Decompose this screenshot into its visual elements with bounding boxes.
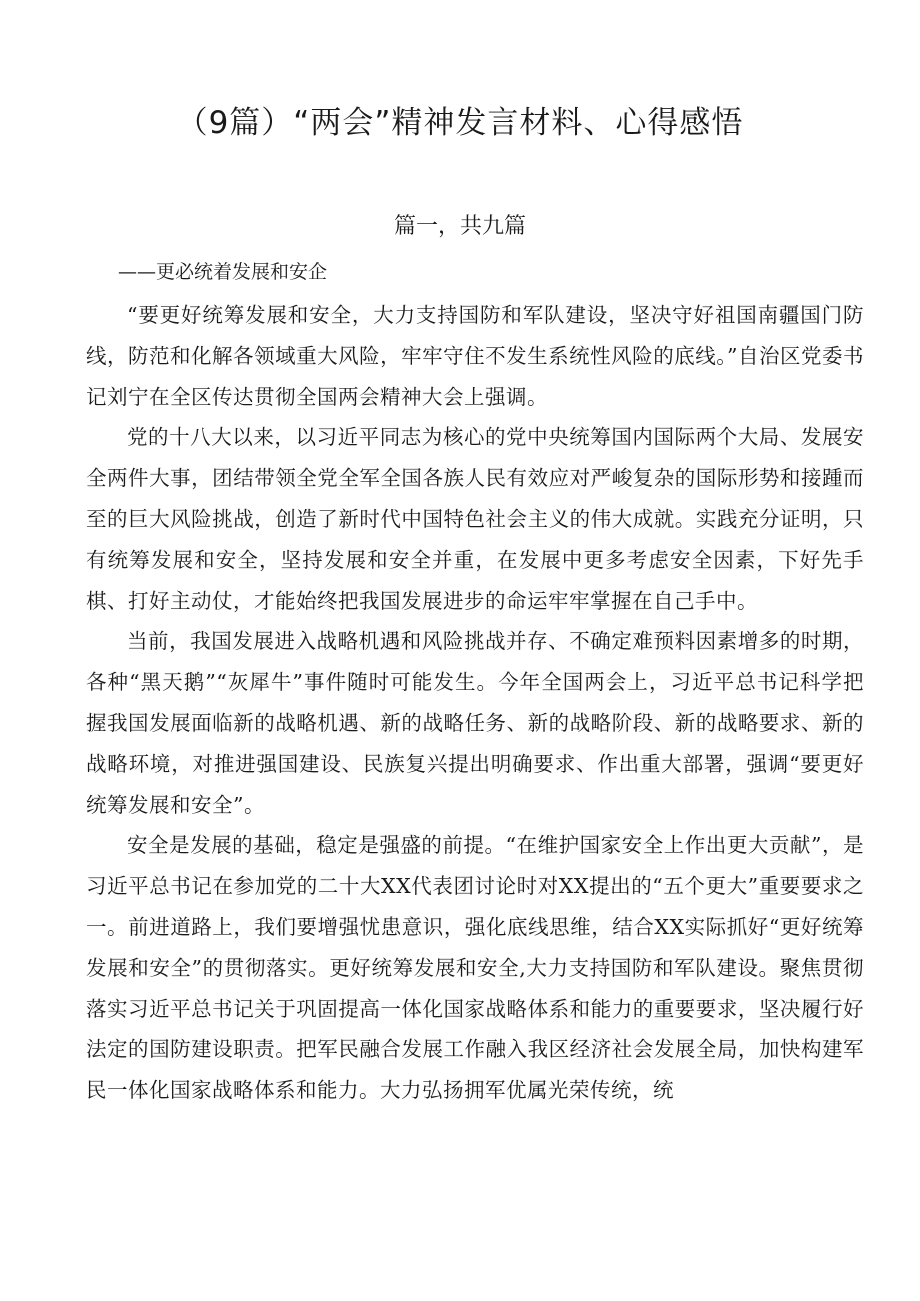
body-paragraph: 安全是发展的基础，稳定是强盛的前提。“在维护国家安全上作出更大贡献”，是习近平总书记在参加党的二十大XX代表团讨论时对XX提出的“五个更大”重要要求之一。前进道路上，我们要增强忧患意识，强化底线思维，结合XX实际抓好“更好统筹发展和安全”的贯彻落实。更好统筹发展和安全,大力支持国防和军队建设。聚焦贯彻落实习近平总书记关于巩固提高一体化国家战略体系和能力的重要要求，坚决履行好法定的国防建设职责。把军民融合发展工作融入我区经济社会发展全局，加快构建军民一体化国家战略体系和能力。大力弘扬拥军优属光荣传统，统: [86, 833, 864, 1103]
document-body: [86, 295, 864, 1111]
body-paragraph: 党的十八大以来，以习近平同志为核心的党中央统筹国内国际两个大局、发展安全两件大事，团结带领全党全军全国各族人民有效应对严峻复杂的国际形势和接踵而至的巨大风险挑战，创造了新时代中国特色社会主义的伟大成就。实践充分证明，只有统筹发展和安全，坚持发展和安全并重，在发展中更多考虑安全因素，下好先手棋、打好主动仗，才能始终把我国发展进步的命运牢牢掌握在自己手中。: [86, 425, 864, 613]
section-subtitle: ——更必统着发展和安企: [118, 261, 328, 283]
document-title: （9篇）“两会”精神发言材料、心得感悟: [176, 105, 744, 141]
body-paragraph: “要更好统筹发展和安全，大力支持国防和军队建设，坚决守好祖国南疆国门防线，防范和化解各领域重大风险，牢牢守住不发生系统性风险的底线。”自治区党委书记刘宁在全区传达贯彻全国两会精神大会上强调。: [86, 303, 864, 409]
section-heading: 篇一，共九篇: [393, 214, 526, 239]
body-paragraph: 当前，我国发展进入战略机遇和风险挑战并存、不确定难预料因素增多的时期，各种“黑天鹅”“灰犀牛”事件随时可能发生。今年全国两会上，习近平总书记科学把握我国发展面临新的战略机遇、新的战略任务、新的战略阶段、新的战略要求、新的战略环境，对推进强国建设、民族复兴提出明确要求、作出重大部署，强调“要更好统筹发展和安全”。: [86, 629, 864, 817]
